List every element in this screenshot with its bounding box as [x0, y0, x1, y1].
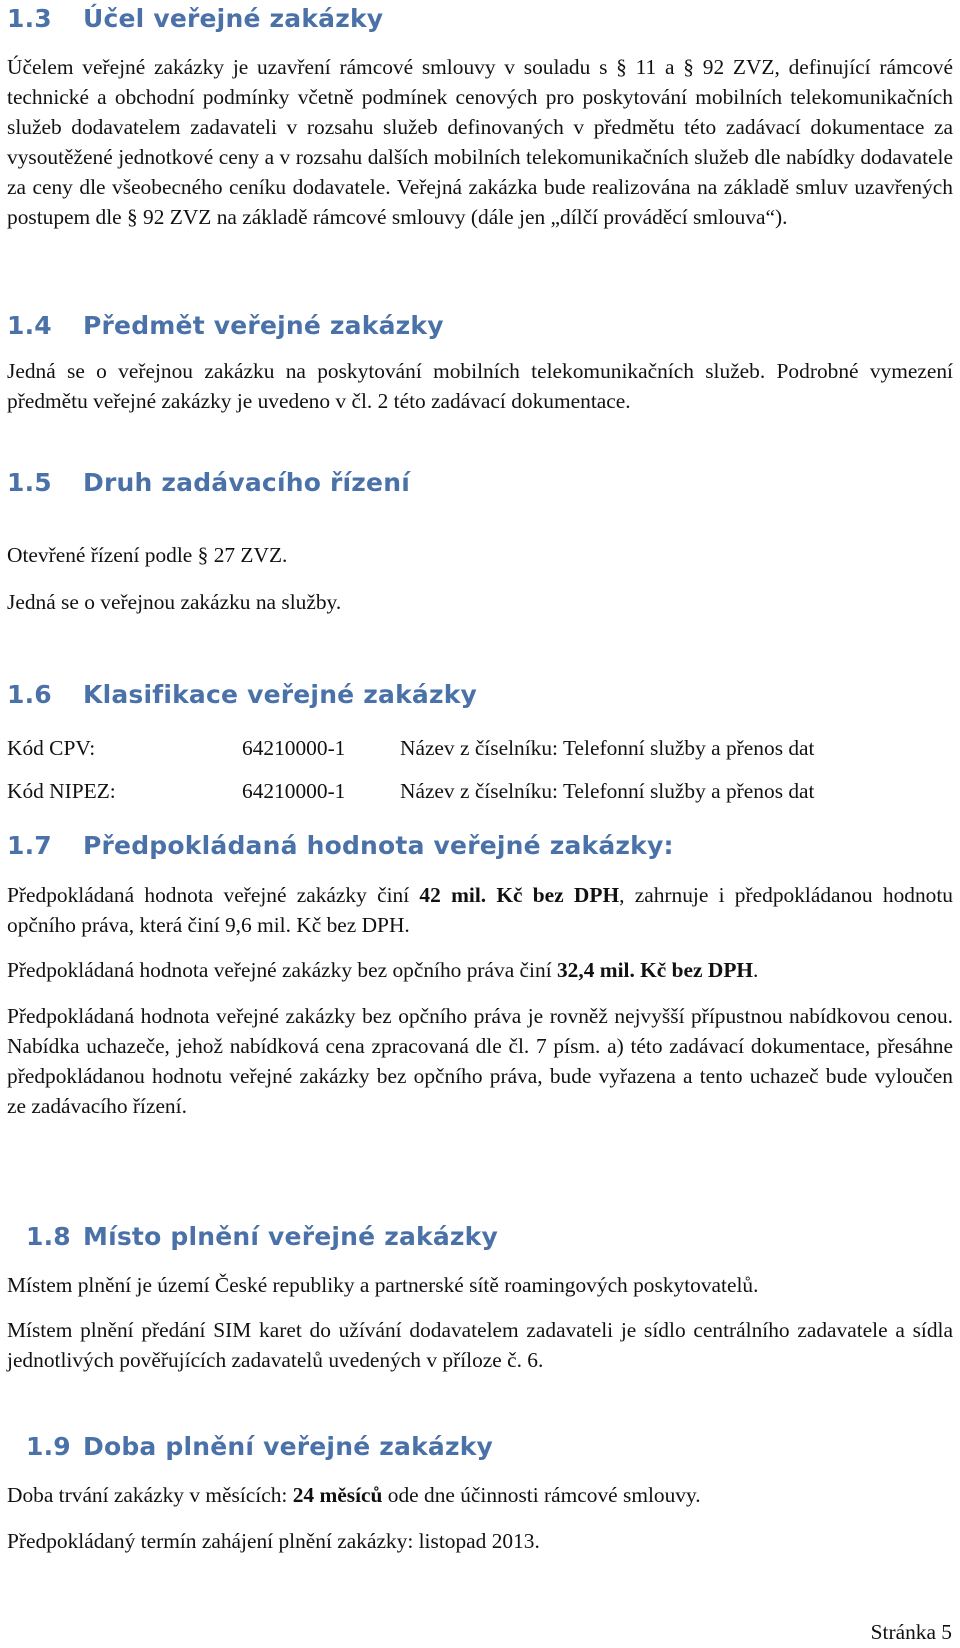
paragraph-start-date: Předpokládaný termín zahájení plnění zakázky: listopad 2013.	[7, 1529, 540, 1553]
section-number: 1.6	[7, 680, 52, 709]
classification-label: Kód NIPEZ:	[7, 779, 116, 803]
paragraph-subject: Jedná se o veřejnou zakázku na poskytování mobilních telekomunikačních služeb. Podrobné vymezení předmětu veřejné zakázky je uvedeno v čl. 2 této zadávací dokumentace.	[7, 359, 953, 413]
section-heading-1-6	[7, 680, 953, 709]
section-number: 1.9	[26, 1432, 71, 1461]
section-number: 1.4	[7, 311, 52, 340]
paragraph-value-without-option	[7, 955, 953, 985]
section-title: Klasifikace veřejné zakázky	[83, 680, 478, 709]
text-span: .	[753, 958, 759, 982]
section-heading-1-4	[7, 311, 953, 340]
paragraph-duration	[7, 1480, 953, 1510]
section-heading-1-9	[7, 1432, 953, 1461]
paragraph-purpose: Účelem veřejné zakázky je uzavření rámcové smlouvy v souladu s § 11 a § 92 ZVZ, definující rámcové technické a obchodní podmínky včetně podmínek cenových pro poskytování mobilních telekomunikačních služeb dodavatelem zadavateli v rozsahu služeb definovaných v předmětu této zadávací dokumentace za vysoutěžené jednotkové ceny a v rozsahu dalších mobilních telekomunikačních služeb dle nabídky dodavatele za ceny dle všeobecného ceníku dodavatele. Veřejná zakázka bude realizována na základě smluv uzavřených postupem dle § 92 ZVZ na základě rámcové smlouvy (dále jen „dílčí prováděcí smlouva“).	[7, 55, 953, 229]
text-span: Předpokládaná hodnota veřejné zakázky činí	[7, 883, 420, 907]
section-title: Účel veřejné zakázky	[83, 4, 384, 33]
paragraph-sim-delivery: Místem plnění předání SIM karet do užívání dodavatelem zadavateli je sídlo centrálního zadavatele a sídla jednotlivých pověřujících zadavatelů uvedených v příloze č. 6.	[7, 1318, 953, 1372]
section-title: Doba plnění veřejné zakázky	[83, 1432, 494, 1461]
bold-amount: 32,4 mil. Kč bez DPH	[556, 958, 754, 982]
text-span: , zahrnuje i předpokládanou hodnotu opčního práva, která činí 9,6 mil. Kč bez DPH.	[7, 883, 953, 937]
text-span: Předpokládaná hodnota veřejné zakázky bez opčního práva činí	[7, 958, 557, 982]
classification-name: Název z číselníku: Telefonní služby a přenos dat	[400, 736, 815, 760]
section-heading-1-3	[7, 4, 953, 33]
procedure-type-line: Otevřené řízení podle § 27 ZVZ.	[7, 543, 288, 567]
section-number: 1.3	[7, 4, 52, 33]
section-title: Druh zadávacího řízení	[83, 468, 410, 497]
classification-code: 64210000-1	[242, 736, 346, 760]
paragraph-place-of-performance: Místem plnění je území České republiky a partnerské sítě roamingových poskytovatelů.	[7, 1273, 759, 1297]
section-heading-1-5	[7, 468, 953, 497]
page-number: Stránka 5	[870, 1620, 952, 1644]
classification-name: Název z číselníku: Telefonní služby a přenos dat	[400, 779, 815, 803]
section-heading-1-8	[7, 1222, 953, 1251]
text-span: Doba trvání zakázky v měsících:	[7, 1483, 293, 1507]
classification-label: Kód CPV:	[7, 736, 96, 760]
bold-duration: 24 měsíců	[292, 1483, 383, 1507]
classification-code: 64210000-1	[242, 779, 346, 803]
bold-amount: 42 mil. Kč bez DPH	[419, 883, 620, 907]
text-span: ode dne účinnosti rámcové smlouvy.	[382, 1483, 701, 1507]
section-title: Předpokládaná hodnota veřejné zakázky:	[83, 831, 674, 860]
paragraph-max-price: Předpokládaná hodnota veřejné zakázky bez opčního práva je rovněž nejvyšší přípustnou nabídkovou cenou. Nabídka uchazeče, jehož nabídková cena zpracovaná dle čl. 7 písm. a) této zadávací dokumentace, přesáhne předpokládanou hodnotu veřejné zakázky bez opčního práva, bude vyřazena a tento uchazeč bude vyloučen ze zadávacího řízení.	[7, 1004, 953, 1118]
section-number: 1.8	[26, 1222, 71, 1251]
paragraph-estimated-value	[7, 880, 953, 940]
section-number: 1.7	[7, 831, 52, 860]
section-number: 1.5	[7, 468, 52, 497]
section-title: Místo plnění veřejné zakázky	[83, 1222, 498, 1251]
section-heading-1-7	[7, 831, 953, 860]
section-title: Předmět veřejné zakázky	[83, 311, 444, 340]
contract-type-line: Jedná se o veřejnou zakázku na služby.	[7, 590, 342, 614]
